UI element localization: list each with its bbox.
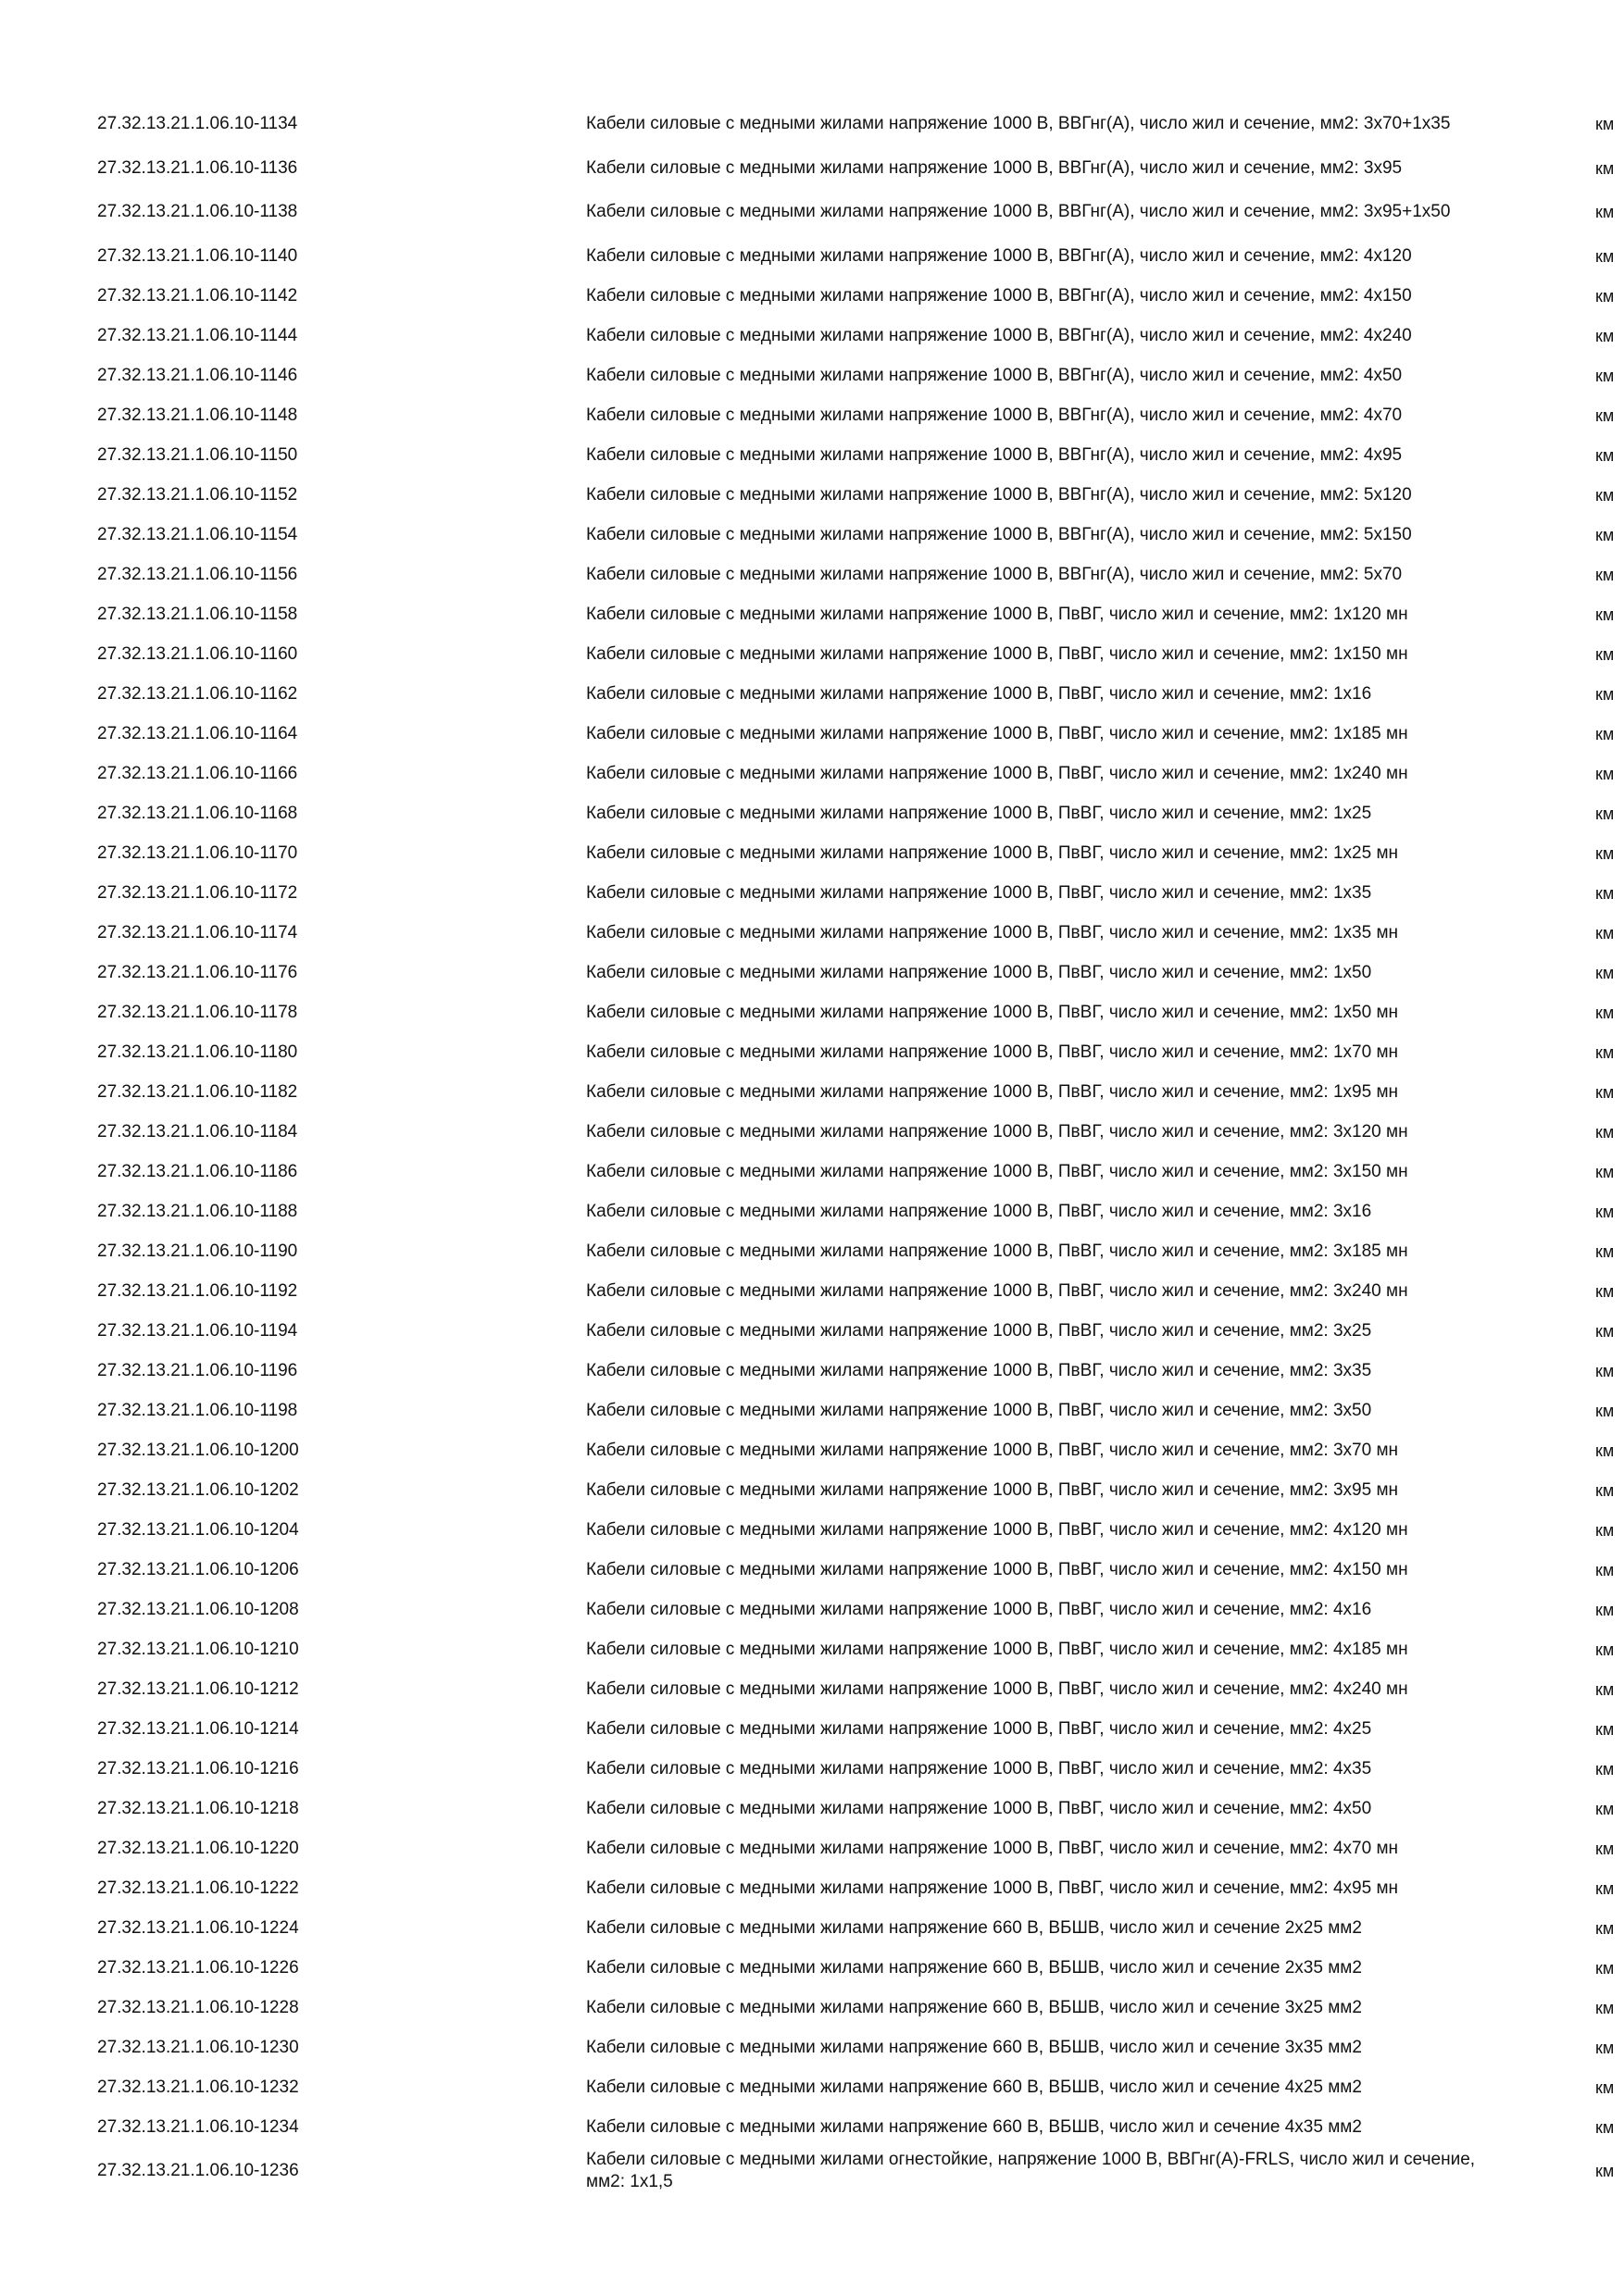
resource-name: Кабели силовые с медными жилами напряжение 1000 В, ВВГнг(А), число жил и сечение, мм2: 4х95 <box>586 444 1403 465</box>
resource-code: 27.32.13.21.1.06.10-1208 <box>97 1599 299 1619</box>
resource-name-cell <box>586 1669 1586 1709</box>
resource-name-cell <box>586 953 1586 992</box>
table-row <box>0 2147 1624 2195</box>
resource-code: 27.32.13.21.1.06.10-1214 <box>97 1718 299 1739</box>
table-row <box>0 1789 1624 1828</box>
resource-name: Кабели силовые с медными жилами напряжение 660 В, ВБШВ, число жил и сечение 2х25 мм2 <box>586 1917 1362 1938</box>
resource-name-cell <box>586 594 1586 634</box>
unit-of-measure: км <box>1595 1799 1615 1818</box>
table-row <box>0 674 1624 714</box>
table-row <box>0 316 1624 356</box>
resource-code: 27.32.13.21.1.06.10-1144 <box>97 325 298 345</box>
resource-name: Кабели силовые с медными жилами напряжение 1000 В, ПвВГ, число жил и сечение, мм2: 1х240 мн <box>586 763 1408 783</box>
resource-name-cell <box>586 2067 1586 2107</box>
resource-name-cell <box>586 515 1586 555</box>
unit-of-measure: км <box>1595 1520 1615 1540</box>
resource-name-cell <box>586 1112 1586 1152</box>
resource-name-cell <box>586 356 1586 395</box>
resource-name-cell <box>586 1351 1586 1391</box>
resource-name-cell <box>586 1749 1586 1789</box>
unit-of-measure: км <box>1595 1918 1615 1938</box>
resource-name: Кабели силовые с медными жилами напряжение 1000 В, ПвВГ, число жил и сечение, мм2: 4х50 <box>586 1798 1372 1818</box>
resource-code: 27.32.13.21.1.06.10-1210 <box>97 1639 299 1659</box>
table-row <box>0 873 1624 913</box>
unit-of-measure: км <box>1595 923 1615 942</box>
resource-name: Кабели силовые с медными жилами напряжение 1000 В, ПвВГ, число жил и сечение, мм2: 3х150 мн <box>586 1161 1408 1181</box>
resource-code: 27.32.13.21.1.06.10-1222 <box>97 1878 299 1898</box>
unit-of-measure: км <box>1595 1679 1615 1699</box>
unit-of-measure: км <box>1595 1759 1615 1778</box>
table-row <box>0 1311 1624 1351</box>
resource-name-cell <box>586 793 1586 833</box>
resource-name: Кабели силовые с медными жилами напряжение 1000 В, ПвВГ, число жил и сечение, мм2: 3х70 мн <box>586 1440 1399 1460</box>
resource-code: 27.32.13.21.1.06.10-1186 <box>97 1161 298 1181</box>
resource-code: 27.32.13.21.1.06.10-1172 <box>97 882 298 903</box>
resource-name: Кабели силовые с медными жилами напряжение 1000 В, ВВГнг(А), число жил и сечение, мм2: 3х95 <box>586 157 1403 178</box>
unit-of-measure: км <box>1595 1560 1615 1579</box>
resource-name-cell <box>586 276 1586 316</box>
table-row <box>0 2067 1624 2107</box>
resource-name: Кабели силовые с медными жилами напряжение 660 В, ВБШВ, число жил и сечение 3х25 мм2 <box>586 1997 1362 2017</box>
resource-name: Кабели силовые с медными жилами напряжение 1000 В, ВВГнг(А), число жил и сечение, мм2: 3х95+1х50 <box>586 202 1451 221</box>
resource-name: Кабели силовые с медными жилами напряжение 1000 В, ПвВГ, число жил и сечение, мм2: 1х16 <box>586 683 1372 704</box>
resource-name-cell <box>586 1470 1586 1510</box>
resource-code: 27.32.13.21.1.06.10-1166 <box>97 763 298 783</box>
table-row <box>0 953 1624 992</box>
resource-name-cell <box>586 475 1586 515</box>
resource-code: 27.32.13.21.1.06.10-1176 <box>97 962 298 982</box>
resource-name: Кабели силовые с медными жилами напряжение 1000 В, ВВГнг(А), число жил и сечение, мм2: 4х50 <box>586 365 1403 385</box>
resource-name-cell <box>586 435 1586 475</box>
unit-of-measure: км <box>1595 2078 1615 2097</box>
table-row <box>0 1032 1624 1072</box>
resource-name: Кабели силовые с медными жилами напряжение 1000 В, ПвВГ, число жил и сечение, мм2: 3х25 <box>586 1320 1372 1341</box>
resource-name-cell <box>586 2147 1586 2195</box>
unit-of-measure: км <box>1595 445 1615 465</box>
table-row <box>0 714 1624 754</box>
unit-of-measure: км <box>1595 2038 1615 2057</box>
resource-name: Кабели силовые с медными жилами напряжение 1000 В, ВВГнг(А), число жил и сечение, мм2: 4х70 <box>586 405 1403 425</box>
unit-of-measure: км <box>1595 1321 1615 1341</box>
resource-name: Кабели силовые с медными жилами напряжение 1000 В, ПвВГ, число жил и сечение, мм2: 1х25 мн <box>586 842 1399 863</box>
unit-of-measure: км <box>1595 883 1615 903</box>
resource-name-cell <box>586 674 1586 714</box>
unit-of-measure: км <box>1595 525 1615 544</box>
table-row <box>0 2028 1624 2067</box>
resource-name: Кабели силовые с медными жилами напряжение 1000 В, ПвВГ, число жил и сечение, мм2: 1х50 <box>586 962 1372 982</box>
resource-code: 27.32.13.21.1.06.10-1194 <box>97 1320 298 1341</box>
resource-name-cell <box>586 395 1586 435</box>
resource-code: 27.32.13.21.1.06.10-1180 <box>97 1042 298 1062</box>
table-row <box>0 435 1624 475</box>
resource-code: 27.32.13.21.1.06.10-1220 <box>97 1838 299 1858</box>
resource-code: 27.32.13.21.1.06.10-1232 <box>97 2077 299 2097</box>
table-row <box>0 1908 1624 1948</box>
unit-of-measure: км <box>1595 1640 1615 1659</box>
table-row <box>0 1351 1624 1391</box>
resource-code: 27.32.13.21.1.06.10-1218 <box>97 1798 299 1818</box>
resource-code: 27.32.13.21.1.06.10-1170 <box>97 842 298 863</box>
unit-of-measure: км <box>1595 1242 1615 1261</box>
resource-name: Кабели силовые с медными жилами напряжение 1000 В, ВВГнг(А), число жил и сечение, мм2: 4х120 <box>586 245 1412 266</box>
resource-name: Кабели силовые с медными жилами напряжение 1000 В, ПвВГ, число жил и сечение, мм2: 3х185 мн <box>586 1241 1408 1261</box>
resource-name: Кабели силовые с медными жилами напряжение 1000 В, ПвВГ, число жил и сечение, мм2: 3х50 <box>586 1400 1372 1420</box>
table-row <box>0 1072 1624 1112</box>
resource-name-cell <box>586 1988 1586 2028</box>
unit-of-measure: км <box>1595 158 1615 178</box>
resource-code: 27.32.13.21.1.06.10-1148 <box>97 405 298 425</box>
resource-code: 27.32.13.21.1.06.10-1152 <box>97 484 298 505</box>
resource-code: 27.32.13.21.1.06.10-1164 <box>97 723 298 743</box>
resource-name-cell <box>586 100 1586 148</box>
table-row <box>0 1550 1624 1590</box>
resource-name: Кабели силовые с медными жилами напряжение 1000 В, ПвВГ, число жил и сечение, мм2: 4х240 мн <box>586 1678 1408 1699</box>
resource-name: Кабели силовые с медными жилами напряжение 1000 В, ПвВГ, число жил и сечение, мм2: 3х95 мн <box>586 1479 1399 1500</box>
resource-name: Кабели силовые с медными жилами напряжение 1000 В, ПвВГ, число жил и сечение, мм2: 1х120 мн <box>586 604 1408 624</box>
resource-name-cell <box>586 1391 1586 1430</box>
resource-name-cell <box>586 2107 1586 2147</box>
unit-of-measure: км <box>1595 1162 1615 1181</box>
resource-name-cell <box>586 1550 1586 1590</box>
table-row <box>0 1192 1624 1231</box>
table-row <box>0 1231 1624 1271</box>
table-row <box>0 992 1624 1032</box>
unit-of-measure: км <box>1595 1082 1615 1102</box>
resource-code: 27.32.13.21.1.06.10-1216 <box>97 1758 299 1778</box>
resource-name: Кабели силовые с медными жилами напряжение 1000 В, ПвВГ, число жил и сечение, мм2: 4х35 <box>586 1758 1372 1778</box>
resource-code: 27.32.13.21.1.06.10-1212 <box>97 1678 299 1699</box>
table-row <box>0 1669 1624 1709</box>
resource-name-cell <box>586 754 1586 793</box>
resource-code: 27.32.13.21.1.06.10-1138 <box>97 202 298 221</box>
unit-of-measure: км <box>1595 246 1615 266</box>
resource-name-cell <box>586 1828 1586 1868</box>
resource-name-cell <box>586 1590 1586 1629</box>
resource-code: 27.32.13.21.1.06.10-1146 <box>97 365 298 385</box>
resource-name-cell <box>586 1430 1586 1470</box>
resource-name: Кабели силовые с медными жилами напряжение 1000 В, ПвВГ, число жил и сечение, мм2: 3х35 <box>586 1360 1372 1380</box>
resource-code: 27.32.13.21.1.06.10-1234 <box>97 2116 299 2137</box>
resource-code: 27.32.13.21.1.06.10-1190 <box>97 1241 298 1261</box>
resource-name-cell <box>586 1868 1586 1908</box>
table-row <box>0 356 1624 395</box>
resource-table <box>0 100 1624 2195</box>
unit-of-measure: км <box>1595 1958 1615 1978</box>
resource-name-cell <box>586 148 1586 188</box>
resource-name: Кабели силовые с медными жилами напряжение 1000 В, ПвВГ, число жил и сечение, мм2: 4х70 мн <box>586 1838 1399 1858</box>
resource-code: 27.32.13.21.1.06.10-1228 <box>97 1997 299 2017</box>
unit-of-measure: км <box>1595 1122 1615 1142</box>
resource-code: 27.32.13.21.1.06.10-1158 <box>97 604 298 624</box>
resource-code: 27.32.13.21.1.06.10-1168 <box>97 803 298 823</box>
table-row <box>0 1709 1624 1749</box>
resource-name: Кабели силовые с медными жилами напряжение 660 В, ВБШВ, число жил и сечение 4х35 мм2 <box>586 2116 1362 2137</box>
resource-code: 27.32.13.21.1.06.10-1226 <box>97 1957 299 1978</box>
resource-name-cell <box>586 714 1586 754</box>
table-row <box>0 594 1624 634</box>
unit-of-measure: км <box>1595 1281 1615 1301</box>
table-row <box>0 100 1624 148</box>
resource-name-cell <box>586 555 1586 594</box>
resource-code: 27.32.13.21.1.06.10-1160 <box>97 643 298 664</box>
table-row <box>0 1430 1624 1470</box>
resource-code: 27.32.13.21.1.06.10-1198 <box>97 1400 298 1420</box>
unit-of-measure: км <box>1595 2162 1615 2180</box>
resource-name-cell <box>586 1908 1586 1948</box>
resource-name: Кабели силовые с медными жилами напряжение 1000 В, ПвВГ, число жил и сечение, мм2: 1х185 мн <box>586 723 1408 743</box>
resource-name: Кабели силовые с медными жилами напряжение 660 В, ВБШВ, число жил и сечение 4х25 мм2 <box>586 2077 1362 2097</box>
resource-code: 27.32.13.21.1.06.10-1134 <box>97 114 298 133</box>
resource-code: 27.32.13.21.1.06.10-1140 <box>97 245 298 266</box>
table-row <box>0 236 1624 276</box>
unit-of-measure: км <box>1595 1480 1615 1500</box>
resource-code: 27.32.13.21.1.06.10-1182 <box>97 1081 298 1102</box>
table-row <box>0 1271 1624 1311</box>
resource-code: 27.32.13.21.1.06.10-1150 <box>97 444 298 465</box>
resource-name: Кабели силовые с медными жилами напряжение 1000 В, ПвВГ, число жил и сечение, мм2: 1х95 мн <box>586 1081 1399 1102</box>
resource-name-cell <box>586 992 1586 1032</box>
resource-code: 27.32.13.21.1.06.10-1184 <box>97 1121 298 1142</box>
unit-of-measure: км <box>1595 1998 1615 2017</box>
unit-of-measure: км <box>1595 1003 1615 1022</box>
resource-name-cell <box>586 1032 1586 1072</box>
table-row <box>0 2107 1624 2147</box>
resource-name-cell <box>586 1510 1586 1550</box>
resource-name: Кабели силовые с медными жилами напряжение 1000 В, ВВГнг(А), число жил и сечение, мм2: 4х150 <box>586 285 1412 306</box>
resource-name: Кабели силовые с медными жилами напряжение 1000 В, ВВГнг(А), число жил и сечение, мм2: 5х120 <box>586 484 1412 505</box>
resource-name: Кабели силовые с медными жилами напряжение 1000 В, ВВГнг(А), число жил и сечение, мм2: 5х70 <box>586 564 1403 584</box>
resource-name: Кабели силовые с медными жилами напряжение 1000 В, ПвВГ, число жил и сечение, мм2: 4х185 мн <box>586 1639 1408 1659</box>
resource-code: 27.32.13.21.1.06.10-1156 <box>97 564 298 584</box>
resource-name: Кабели силовые с медными жилами напряжение 1000 В, ПвВГ, число жил и сечение, мм2: 4х150 мн <box>586 1559 1408 1579</box>
unit-of-measure: км <box>1595 1361 1615 1380</box>
unit-of-measure: км <box>1595 485 1615 505</box>
unit-of-measure: км <box>1595 1202 1615 1221</box>
resource-name: Кабели силовые с медными жилами напряжение 1000 В, ПвВГ, число жил и сечение, мм2: 1х25 <box>586 803 1372 823</box>
unit-of-measure: км <box>1595 605 1615 624</box>
table-row <box>0 188 1624 236</box>
unit-of-measure: км <box>1595 764 1615 783</box>
resource-name-cell <box>586 873 1586 913</box>
resource-code: 27.32.13.21.1.06.10-1178 <box>97 1002 298 1022</box>
unit-of-measure: км <box>1595 366 1615 385</box>
resource-name: Кабели силовые с медными жилами напряжение 1000 В, ПвВГ, число жил и сечение, мм2: 3х240 мн <box>586 1280 1408 1301</box>
table-row <box>0 833 1624 873</box>
resource-code: 27.32.13.21.1.06.10-1154 <box>97 524 298 544</box>
table-row <box>0 555 1624 594</box>
table-row <box>0 1629 1624 1669</box>
unit-of-measure: км <box>1595 963 1615 982</box>
resource-name-cell <box>586 1789 1586 1828</box>
resource-code: 27.32.13.21.1.06.10-1174 <box>97 922 298 942</box>
resource-name-cell <box>586 2028 1586 2067</box>
table-row <box>0 1152 1624 1192</box>
resource-code: 27.32.13.21.1.06.10-1230 <box>97 2037 299 2057</box>
resource-name-cell <box>586 634 1586 674</box>
resource-name-cell <box>586 833 1586 873</box>
unit-of-measure: км <box>1595 1600 1615 1619</box>
table-row <box>0 1590 1624 1629</box>
resource-name: Кабели силовые с медными жилами напряжение 1000 В, ВВГнг(А), число жил и сечение, мм2: 3х70+1х35 <box>586 114 1451 133</box>
resource-name: Кабели силовые с медными жилами напряжение 1000 В, ПвВГ, число жил и сечение, мм2: 3х16 <box>586 1201 1372 1221</box>
resource-code: 27.32.13.21.1.06.10-1188 <box>97 1201 298 1221</box>
table-row <box>0 1112 1624 1152</box>
table-row <box>0 148 1624 188</box>
unit-of-measure: км <box>1595 1839 1615 1858</box>
resource-name: Кабели силовые с медными жилами напряжение 1000 В, ПвВГ, число жил и сечение, мм2: 1х70 мн <box>586 1042 1399 1062</box>
table-row <box>0 1988 1624 2028</box>
resource-name: Кабели силовые с медными жилами напряжение 660 В, ВБШВ, число жил и сечение 3х35 мм2 <box>586 2037 1362 2057</box>
resource-name: Кабели силовые с медными жилами напряжение 1000 В, ПвВГ, число жил и сечение, мм2: 1х35 <box>586 882 1372 903</box>
unit-of-measure: км <box>1595 644 1615 664</box>
resource-code: 27.32.13.21.1.06.10-1196 <box>97 1360 298 1380</box>
resource-name-cell <box>586 316 1586 356</box>
resource-code: 27.32.13.21.1.06.10-1136 <box>97 157 298 178</box>
unit-of-measure: км <box>1595 565 1615 584</box>
resource-name-cell <box>586 1152 1586 1192</box>
unit-of-measure: км <box>1595 804 1615 823</box>
resource-name-cell <box>586 913 1586 953</box>
table-row <box>0 395 1624 435</box>
resource-code: 27.32.13.21.1.06.10-1162 <box>97 683 298 704</box>
resource-name-cell <box>586 1072 1586 1112</box>
resource-name-cell <box>586 1948 1586 1988</box>
resource-name: Кабели силовые с медными жилами напряжение 660 В, ВБШВ, число жил и сечение 2х35 мм2 <box>586 1957 1362 1978</box>
table-row <box>0 1868 1624 1908</box>
resource-code: 27.32.13.21.1.06.10-1224 <box>97 1917 299 1938</box>
table-row <box>0 1470 1624 1510</box>
resource-name: Кабели силовые с медными жилами напряжение 1000 В, ПвВГ, число жил и сечение, мм2: 1х35 мн <box>586 922 1399 942</box>
unit-of-measure: км <box>1595 326 1615 345</box>
table-row <box>0 754 1624 793</box>
resource-code: 27.32.13.21.1.06.10-1202 <box>97 1479 299 1500</box>
unit-of-measure: км <box>1595 203 1615 221</box>
resource-code: 27.32.13.21.1.06.10-1206 <box>97 1559 299 1579</box>
table-row <box>0 276 1624 316</box>
unit-of-measure: км <box>1595 684 1615 704</box>
unit-of-measure: км <box>1595 724 1615 743</box>
resource-name-cell <box>586 1192 1586 1231</box>
table-row <box>0 1510 1624 1550</box>
table-row <box>0 1749 1624 1789</box>
resource-name: Кабели силовые с медными жилами напряжение 1000 В, ПвВГ, число жил и сечение, мм2: 4х95 мн <box>586 1878 1399 1898</box>
resource-code: 27.32.13.21.1.06.10-1204 <box>97 1519 299 1540</box>
unit-of-measure: км <box>1595 1719 1615 1739</box>
resource-code: 27.32.13.21.1.06.10-1192 <box>97 1280 298 1301</box>
unit-of-measure: км <box>1595 2117 1615 2137</box>
resource-name-cell <box>586 188 1586 236</box>
resource-name: Кабели силовые с медными жилами напряжение 1000 В, ПвВГ, число жил и сечение, мм2: 3х120 мн <box>586 1121 1408 1142</box>
resource-code: 27.32.13.21.1.06.10-1142 <box>97 285 298 306</box>
resource-name: Кабели силовые с медными жилами напряжение 1000 В, ПвВГ, число жил и сечение, мм2: 4х16 <box>586 1599 1372 1619</box>
table-row <box>0 634 1624 674</box>
resource-name: Кабели силовые с медными жилами огнестойкие, напряжение 1000 В, ВВГнг(А)-FRLS, число жил и сечение, мм2: 1х1,5 <box>586 2150 1476 2191</box>
resource-code: 27.32.13.21.1.06.10-1236 <box>97 2161 299 2180</box>
resource-name: Кабели силовые с медными жилами напряжение 1000 В, ПвВГ, число жил и сечение, мм2: 4х25 <box>586 1718 1372 1739</box>
unit-of-measure: км <box>1595 1441 1615 1460</box>
table-row <box>0 1391 1624 1430</box>
resource-name-cell <box>586 1271 1586 1311</box>
resource-name: Кабели силовые с медными жилами напряжение 1000 В, ПвВГ, число жил и сечение, мм2: 1х150 мн <box>586 643 1408 664</box>
unit-of-measure: км <box>1595 115 1615 133</box>
resource-name-cell <box>586 1231 1586 1271</box>
table-row <box>0 1828 1624 1868</box>
resource-name-cell <box>586 236 1586 276</box>
resource-name-cell <box>586 1311 1586 1351</box>
unit-of-measure: км <box>1595 1042 1615 1062</box>
unit-of-measure: км <box>1595 406 1615 425</box>
resource-name: Кабели силовые с медными жилами напряжение 1000 В, ПвВГ, число жил и сечение, мм2: 1х50 мн <box>586 1002 1399 1022</box>
unit-of-measure: км <box>1595 843 1615 863</box>
resource-code: 27.32.13.21.1.06.10-1200 <box>97 1440 299 1460</box>
table-row <box>0 1948 1624 1988</box>
table-row <box>0 913 1624 953</box>
resource-name-cell <box>586 1709 1586 1749</box>
resource-name: Кабели силовые с медными жилами напряжение 1000 В, ВВГнг(А), число жил и сечение, мм2: 5х150 <box>586 524 1412 544</box>
resource-name: Кабели силовые с медными жилами напряжение 1000 В, ВВГнг(А), число жил и сечение, мм2: 4х240 <box>586 325 1412 345</box>
unit-of-measure: км <box>1595 286 1615 306</box>
table-body <box>0 100 1624 2195</box>
resource-name-cell <box>586 1629 1586 1669</box>
table-row <box>0 515 1624 555</box>
table-row <box>0 793 1624 833</box>
unit-of-measure: км <box>1595 1401 1615 1420</box>
unit-of-measure: км <box>1595 1878 1615 1898</box>
table-row <box>0 475 1624 515</box>
resource-name: Кабели силовые с медными жилами напряжение 1000 В, ПвВГ, число жил и сечение, мм2: 4х120 мн <box>586 1519 1408 1540</box>
